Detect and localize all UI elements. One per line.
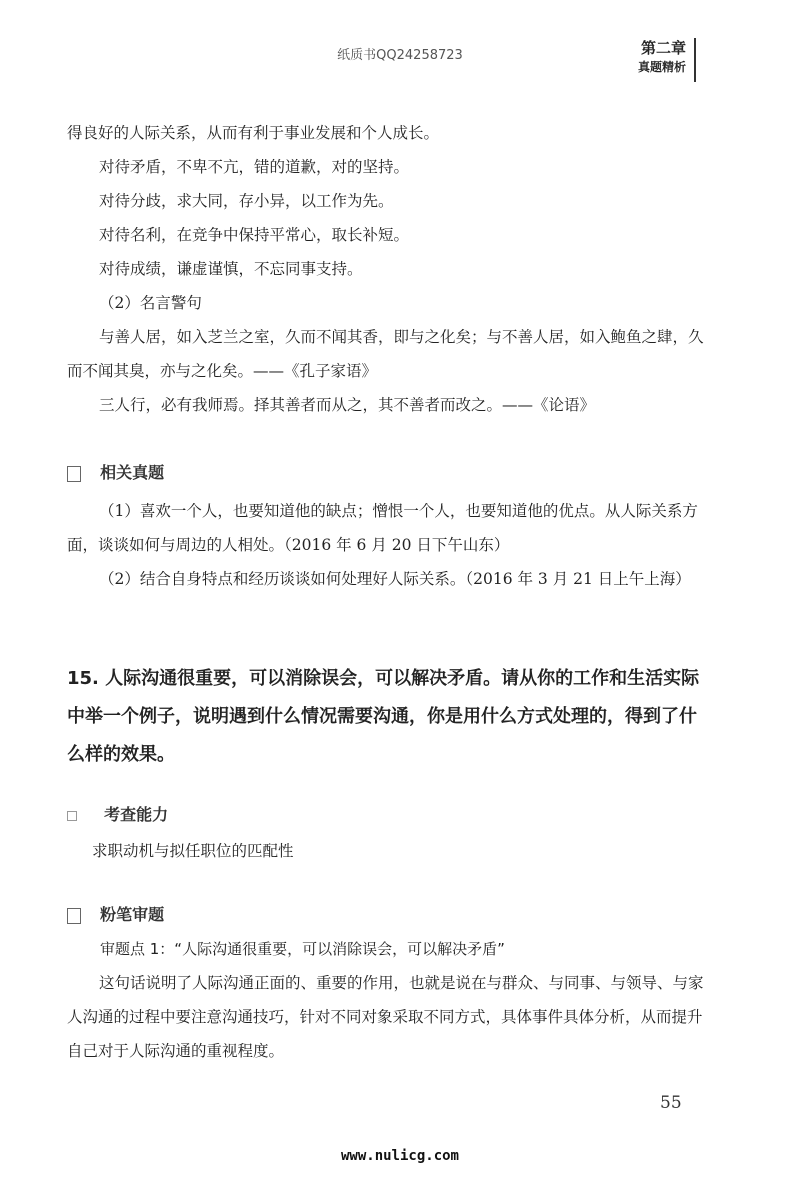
subheading: （2）名言警句 (99, 294, 202, 312)
header-text: 纸质书QQ24258723 (337, 48, 463, 63)
chapter-title: 第二章 (640, 39, 686, 57)
analysis-section-header (67, 902, 164, 925)
chapter-subtitle: 真题精析 (637, 60, 686, 74)
paragraph-line: 对待分歧，求大同，存小异，以工作为先。 (99, 192, 394, 210)
analysis-title: 粉笔审题 (100, 905, 165, 924)
ability-title: 考查能力 (104, 805, 169, 824)
document-icon (67, 466, 81, 482)
paragraph-line: 得良好的人际关系，从而有利于事业发展和个人成长。 (67, 124, 440, 142)
pencil-icon (67, 908, 81, 924)
related-title: 相关真题 (100, 463, 165, 482)
quote-paragraph: 与善人居，如入芝兰之室，久而不闻其香，即与之化矣；与不善人居，如入鲍鱼之肆，久而不闻其臭，亦与之化矣。——《孔子家语》 (67, 328, 704, 380)
paragraph-line: 对待矛盾，不卑不亢，错的道歉，对的坚持。 (99, 158, 410, 176)
chapter-header (612, 38, 696, 82)
related-section-header (67, 460, 164, 483)
quote-paragraph: 三人行，必有我师焉。择其善者而从之，其不善者而改之。——《论语》 (99, 396, 596, 414)
ability-section-header (67, 802, 168, 825)
page-number: 55 (660, 1093, 682, 1113)
ability-text: 求职动机与拟任职位的匹配性 (92, 842, 294, 860)
analysis-text: 这句话说明了人际沟通正面的、重要的作用，也就是说在与群众、与同事、与领导、与家人沟通的过程中要注意沟通技巧，针对不同对象采取不同方式，具体事件具体分析，从而提升自己对于人际沟通的重视程度。 (67, 974, 704, 1060)
paragraph-line: 对待名利，在竞争中保持平常心，取长补短。 (99, 226, 410, 244)
bullet-icon (67, 811, 77, 821)
analysis-point: 审题点 1：“人际沟通很重要，可以消除误会，可以解决矛盾” (100, 940, 505, 958)
question-title: 15. 人际沟通很重要，可以消除误会，可以解决矛盾。请从你的工作和生活实际中举一个例子，说明遇到什么情况需要沟通，你是用什么方式处理的，得到了什么样的效果。 (67, 668, 700, 765)
footer-url: www.nulicg.com (340, 1148, 459, 1164)
paragraph-line: 对待成绩，谦虚谨慎，不忘同事支持。 (99, 260, 363, 278)
related-question: （2）结合自身特点和经历谈谈如何处理好人际关系。（2016 年 3 月 21 日上午上海） (99, 570, 691, 588)
related-question: （1）喜欢一个人，也要知道他的缺点；憎恨一个人，也要知道他的优点。从人际关系方面，谈谈如何与周边的人相处。（2016 年 6 月 20 日下午山东） (67, 502, 698, 554)
